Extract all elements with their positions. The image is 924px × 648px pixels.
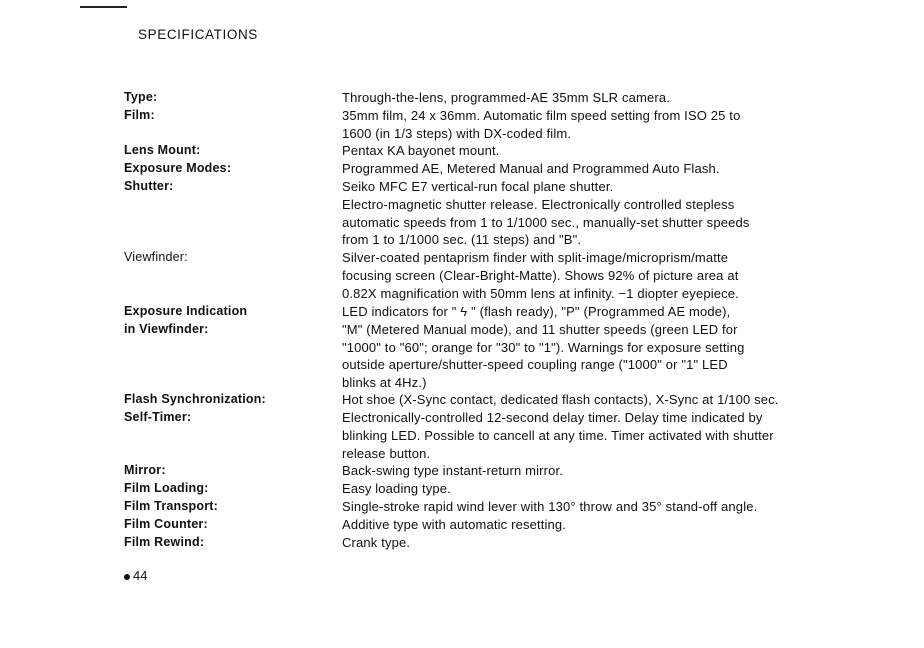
label-film: Film: [124, 108, 155, 122]
value-line: blinks at 4Hz.) [342, 375, 427, 391]
value-line: release button. [342, 445, 431, 461]
value-line: Programmed AE, Metered Manual and Programmed Auto Flash. [342, 161, 720, 176]
value-line: 35mm film, 24 x 36mm. Automatic film speed setting from ISO 25 to [342, 108, 741, 123]
label-lens-mount: Lens Mount: [124, 143, 201, 157]
value-line: "M" (Metered Manual mode), and 11 shutter speeds (green LED for [342, 321, 738, 337]
value-line: Easy loading type. [342, 481, 451, 496]
page-number [124, 568, 147, 583]
value-mirror [342, 462, 882, 480]
value-self-timer [342, 409, 882, 462]
value-line: blinking LED. Possible to cancell at any time. Timer activated with shutter [342, 427, 774, 443]
page-title: SPECIFICATIONS [138, 27, 258, 42]
label-type: Type: [124, 90, 158, 104]
label-mirror: Mirror: [124, 463, 166, 477]
value-film-counter [342, 516, 882, 534]
value-line: from 1 to 1/1000 sec. (11 steps) and "B". [342, 232, 582, 248]
value-line: "1000" to "60"; orange for "30" to "1"). Warnings for exposure setting [342, 339, 745, 355]
value-line: outside aperture/shutter-speed coupling range ("1000" or "1" LED [342, 357, 728, 373]
value-line: 1600 (in 1/3 steps) with DX-coded film. [342, 125, 572, 141]
value-film-loading [342, 480, 882, 498]
label-exposure-modes: Exposure Modes: [124, 161, 232, 175]
value-shutter [342, 178, 882, 249]
value-line: Silver-coated pentaprism finder with split-image/microprism/matte [342, 250, 729, 265]
value-line: 0.82X magnification with 50mm lens at infinity. −1 diopter eyepiece. [342, 285, 739, 301]
value-flash-sync [342, 391, 882, 409]
bullet-icon [124, 574, 130, 580]
label-viewfinder: Viewfinder: [124, 250, 188, 264]
label-shutter: Shutter: [124, 179, 174, 193]
value-line: Pentax KA bayonet mount. [342, 143, 500, 158]
label-film-transport: Film Transport: [124, 499, 218, 513]
label-film-loading: Film Loading: [124, 481, 209, 495]
value-line: automatic speeds from 1 to 1/1000 sec., manually-set shutter speeds [342, 214, 750, 230]
value-line: Electro-magnetic shutter release. Electronically controlled stepless [342, 196, 735, 212]
label-film-rewind: Film Rewind: [124, 535, 205, 549]
value-line: Crank type. [342, 535, 411, 550]
value-line: focusing screen (Clear-Bright-Matte). Shows 92% of picture area at [342, 267, 739, 283]
label-in-viewfinder: in Viewfinder: [124, 322, 209, 336]
value-exposure-indication [342, 303, 882, 392]
value-line: Electronically-controlled 12-second delay timer. Delay time indicated by [342, 410, 763, 425]
value-line: Through-the-lens, programmed-AE 35mm SLR camera. [342, 90, 670, 105]
value-line: Hot shoe (X-Sync contact, dedicated flash contacts), X-Sync at 1/100 sec. [342, 392, 779, 407]
value-film [342, 107, 882, 143]
value-line: LED indicators for " ϟ " (flash ready), "P" (Programmed AE mode), [342, 304, 731, 319]
top-rule [80, 6, 127, 8]
value-lens-mount [342, 142, 882, 160]
value-line: Additive type with automatic resetting. [342, 517, 567, 532]
label-flash-sync: Flash Synchronization: [124, 392, 266, 406]
value-line: Single-stroke rapid wind lever with 130° throw and 35° stand-off angle. [342, 499, 758, 514]
value-exposure-modes [342, 160, 882, 178]
label-exposure-indication: Exposure Indication [124, 304, 248, 318]
value-film-rewind [342, 534, 882, 552]
label-self-timer: Self-Timer: [124, 410, 192, 424]
label-film-counter: Film Counter: [124, 517, 208, 531]
value-viewfinder [342, 249, 882, 302]
value-line: Seiko MFC E7 vertical-run focal plane shutter. [342, 179, 614, 194]
value-type [342, 89, 882, 107]
value-film-transport [342, 498, 882, 516]
value-line: Back-swing type instant-return mirror. [342, 463, 563, 478]
page-number-text: 44 [133, 568, 148, 583]
